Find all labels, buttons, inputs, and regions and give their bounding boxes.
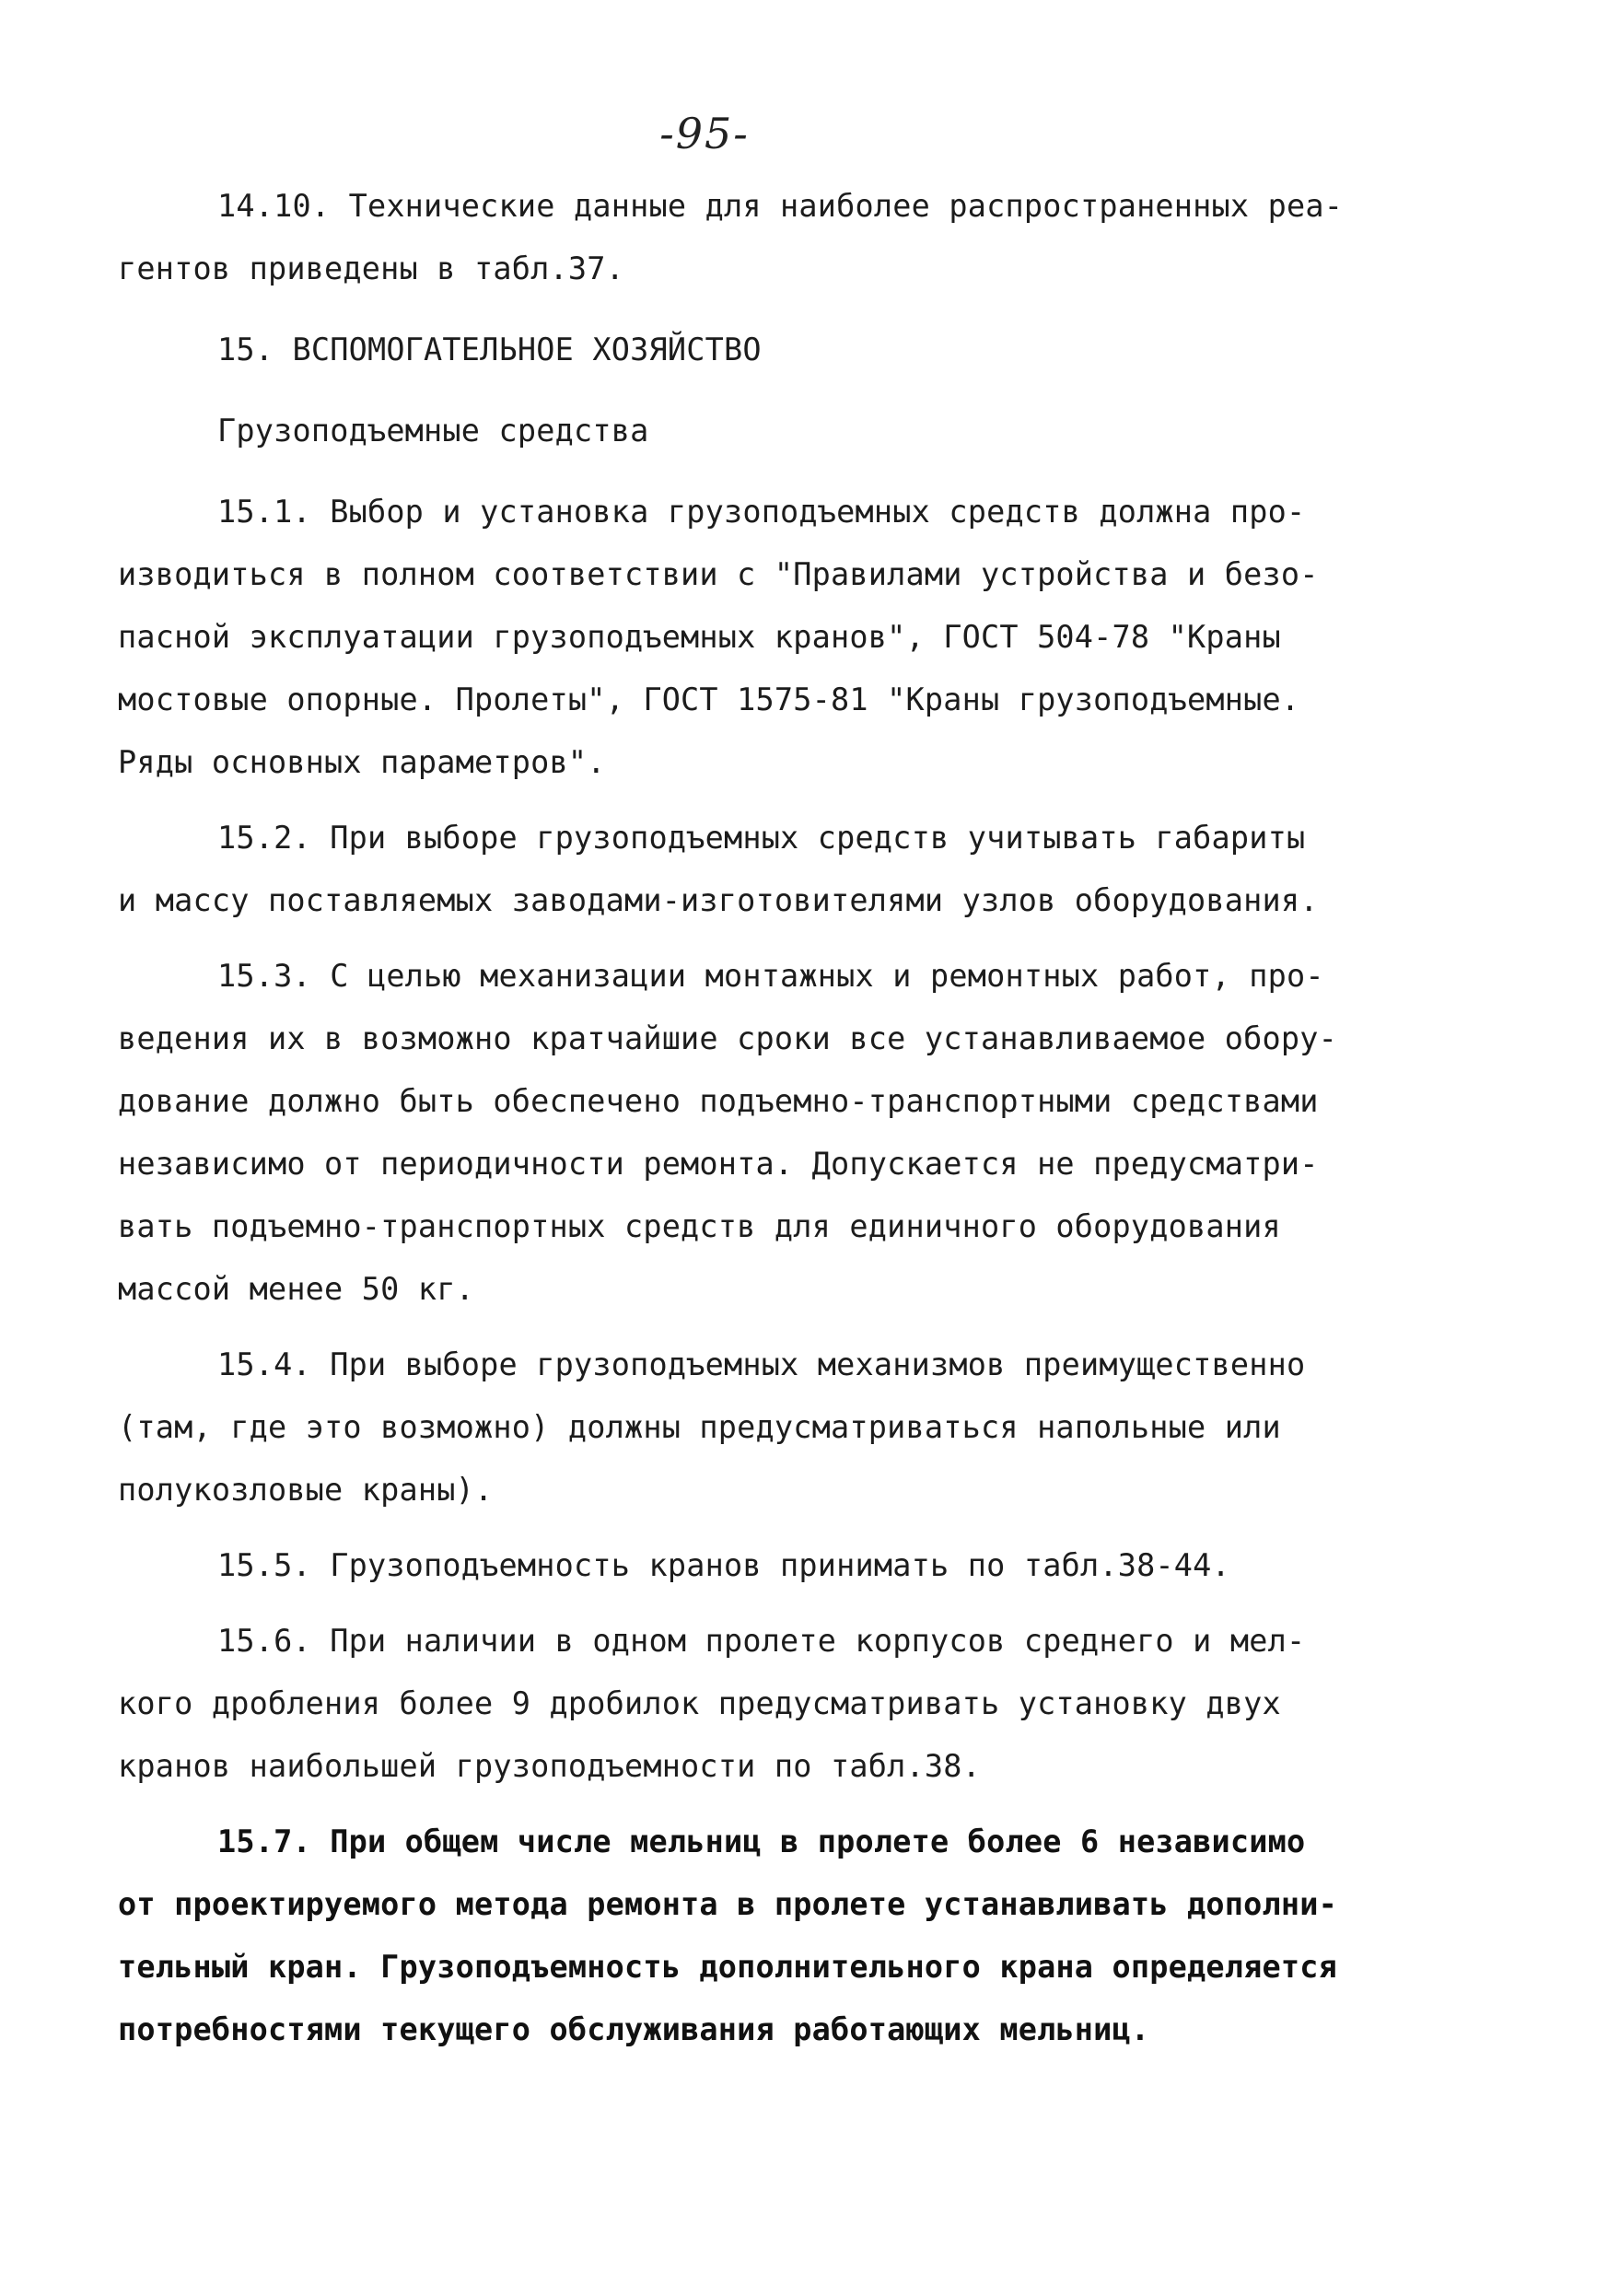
text-line: полукозловые краны). — [118, 1472, 494, 1508]
text-line: 15.6. При наличии в одном пролете корпусов среднего и мел- — [217, 1623, 1306, 1659]
text-line: 15.3. С целью механизации монтажных и ремонтных работ, про- — [217, 958, 1324, 994]
text-line: Грузоподъемные средства — [217, 413, 649, 449]
text-line: тельный кран. Грузоподъемность дополнительного крана определяется — [118, 1949, 1337, 1985]
text-line: потребностями текущего обслуживания работающих мельниц. — [118, 2011, 1150, 2047]
text-line: вать подъемно-транспортных средств для единичного оборудования — [118, 1208, 1281, 1244]
page-body — [118, 175, 1352, 2061]
text-line: 15. ВСПОМОГАТЕЛЬНОЕ ХОЗЯЙСТВО — [217, 332, 762, 367]
text-line: изводиться в полном соответствии с "Правилами устройства и безо- — [118, 556, 1319, 592]
text-line: Ряды основных параметров". — [118, 744, 606, 780]
text-line: 15.4. При выборе грузоподъемных механизмов преимущественно — [217, 1346, 1306, 1382]
text-line: 14.10. Технические данные для наиболее распространенных реа- — [217, 188, 1344, 224]
text-line: мостовые опорные. Пролеты", ГОСТ 1575-81 "Краны грузоподъемные. — [118, 682, 1300, 717]
text-line: ведения их в возможно кратчайшие сроки все устанавливаемое обору- — [118, 1020, 1337, 1056]
text-line: от проектируемого метода ремонта в пролете устанавливать дополни- — [118, 1886, 1337, 1922]
text-line: гентов приведены в табл.37. — [118, 251, 624, 286]
text-line: дование должно быть обеспечено подъемно-транспортными средствами — [118, 1083, 1319, 1119]
text-line: (там, где это возможно) должны предусматриваться напольные или — [118, 1409, 1281, 1445]
text-line: независимо от периодичности ремонта. Допускается не предусматри- — [118, 1146, 1319, 1182]
text-line: пасной эксплуатации грузоподъемных кранов", ГОСТ 504-78 "Краны — [118, 619, 1281, 655]
text-line: массой менее 50 кг. — [118, 1271, 475, 1307]
text-line: и массу поставляемых заводами-изготовителями узлов оборудования. — [118, 882, 1319, 918]
text-line: 15.7. При общем числе мельниц в пролете более 6 независимо — [217, 1824, 1306, 1859]
page-number: -95- — [659, 109, 750, 158]
text-line: кранов наибольшей грузоподъемности по табл.38. — [118, 1748, 981, 1784]
text-line: 15.1. Выбор и установка грузоподъемных средств должна про- — [217, 494, 1306, 530]
text-line: 15.2. При выборе грузоподъемных средств учитывать габариты — [217, 820, 1306, 856]
text-line: кого дробления более 9 дробилок предусматривать установку двух — [118, 1685, 1281, 1721]
text-line: 15.5. Грузоподъемность кранов принимать по табл.38-44. — [217, 1547, 1230, 1583]
